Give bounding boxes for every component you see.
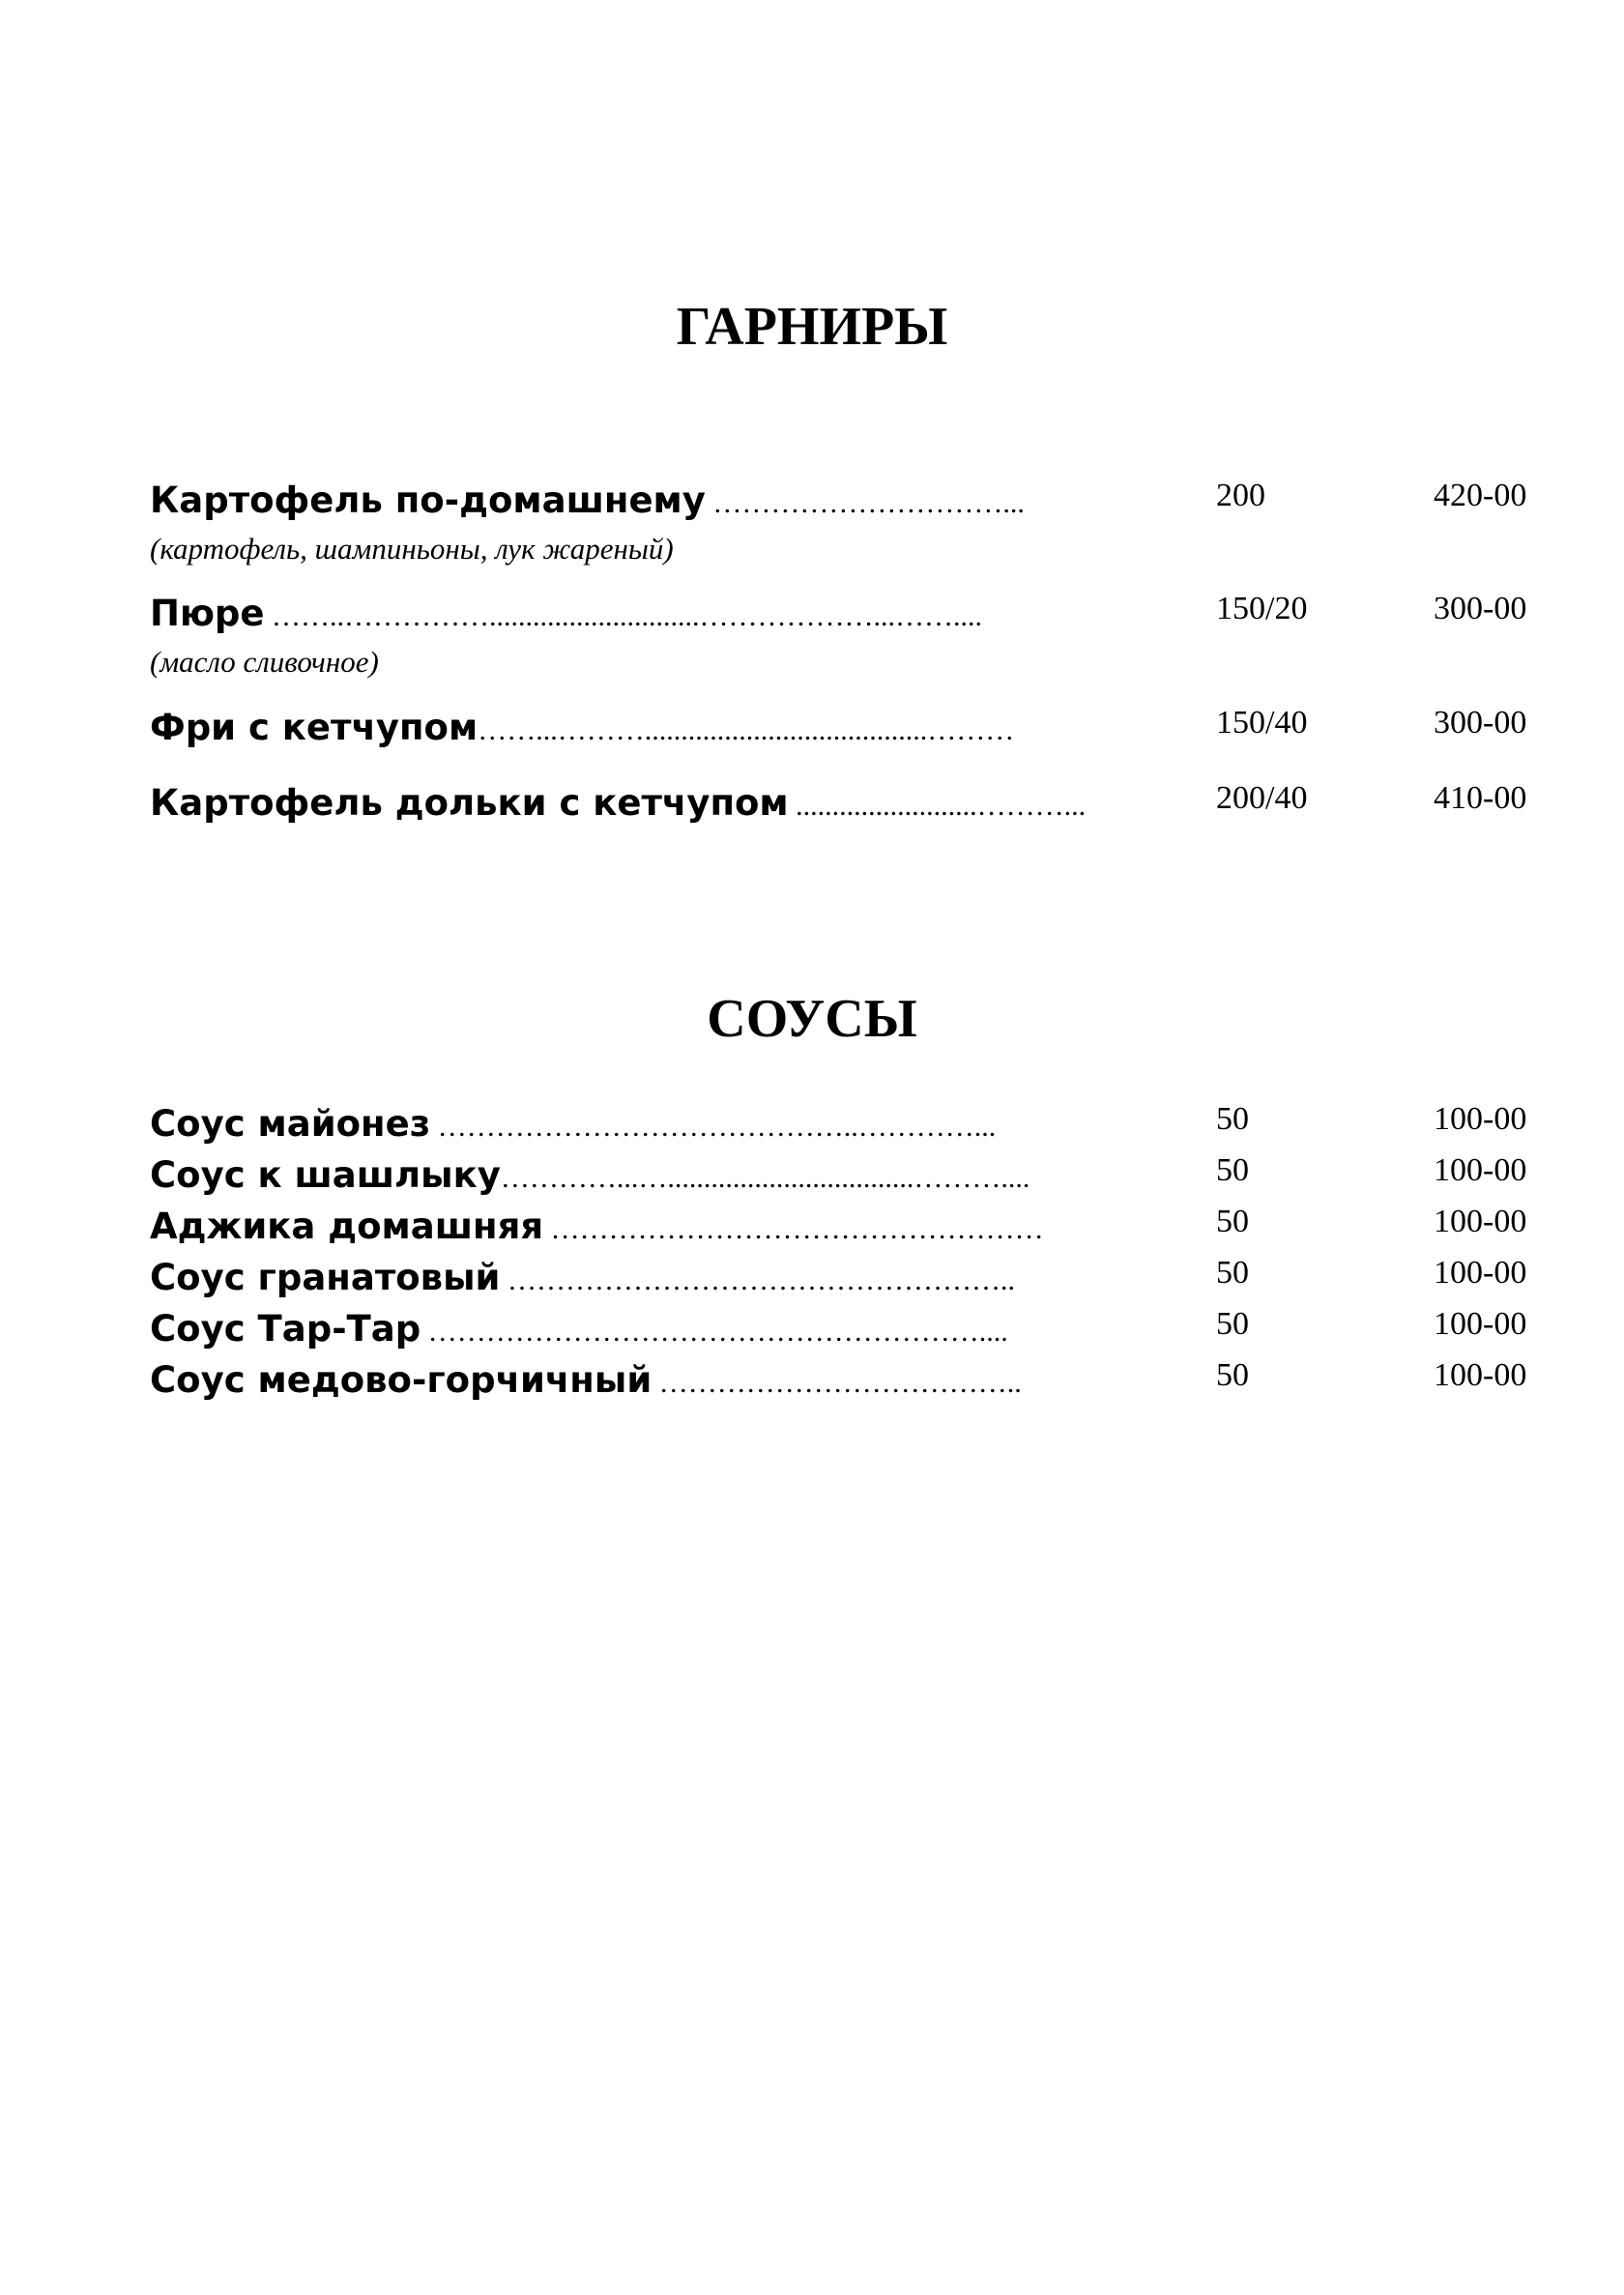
item-weight: 200/40: [1216, 780, 1308, 816]
item-weight: 50: [1216, 1152, 1249, 1188]
item-name: Соус майонез ……………………………………..…………...: [150, 1103, 997, 1145]
item-description: (масло сливочное): [150, 645, 379, 679]
item-name: Картофель по-домашнему …………………………...: [150, 479, 1025, 521]
item-weight: 50: [1216, 1101, 1249, 1137]
leader-dots: ……………………………………………..: [500, 1264, 1015, 1296]
item-name: Соус к шашлыку…………...…..................................………....: [150, 1154, 1030, 1196]
item-name: Фри с кетчупом……...……….......................................………: [150, 707, 1015, 748]
item-price: 100-00: [1434, 1357, 1527, 1393]
item-name: Соус гранатовый ……………………………………………..: [150, 1257, 1015, 1298]
item-name: Аджика домашняя ……………………………………………: [150, 1206, 1044, 1247]
item-price: 300-00: [1434, 705, 1527, 741]
leader-dots: …………………………………………………....: [420, 1316, 1008, 1348]
item-name: Картофель дольки с кетчупом .........................………...: [150, 782, 1087, 824]
item-name: Пюре ……..…………….............................………………...……....: [150, 593, 983, 634]
leader-dots: ……………………………………………: [543, 1213, 1044, 1245]
item-weight: 50: [1216, 1357, 1249, 1393]
sauces-title: СОУСЫ: [707, 989, 917, 1049]
item-weight: 150/20: [1216, 591, 1308, 626]
leader-dots: ………………………………..: [652, 1367, 1022, 1399]
item-price: 300-00: [1434, 591, 1527, 626]
leader-dots: ……..…………….............................………………...……....: [264, 600, 983, 632]
item-name: Соус Тар-Тар …………………………………………………....: [150, 1308, 1008, 1350]
item-weight: 50: [1216, 1204, 1249, 1239]
garnishes-title: ГАРНИРЫ: [676, 297, 948, 357]
item-description: (картофель, шампиньоны, лук жареный): [150, 532, 674, 566]
item-weight: 200: [1216, 478, 1265, 513]
item-weight: 150/40: [1216, 705, 1308, 741]
item-name: Соус медово-горчичный ………………………………..: [150, 1359, 1022, 1401]
item-price: 100-00: [1434, 1255, 1527, 1291]
leader-dots: ……...……….......................................………: [478, 714, 1015, 746]
leader-dots: ……………………………………..…………...: [430, 1111, 997, 1143]
leader-dots: .........................………...: [788, 790, 1087, 822]
item-price: 100-00: [1434, 1204, 1527, 1239]
item-weight: 50: [1216, 1255, 1249, 1291]
item-price: 100-00: [1434, 1306, 1527, 1342]
item-price: 100-00: [1434, 1101, 1527, 1137]
item-weight: 50: [1216, 1306, 1249, 1342]
item-price: 410-00: [1434, 780, 1527, 816]
leader-dots: …………...…..................................………....: [500, 1162, 1030, 1194]
leader-dots: …………………………...: [705, 487, 1025, 519]
item-price: 420-00: [1434, 478, 1527, 513]
item-price: 100-00: [1434, 1152, 1527, 1188]
